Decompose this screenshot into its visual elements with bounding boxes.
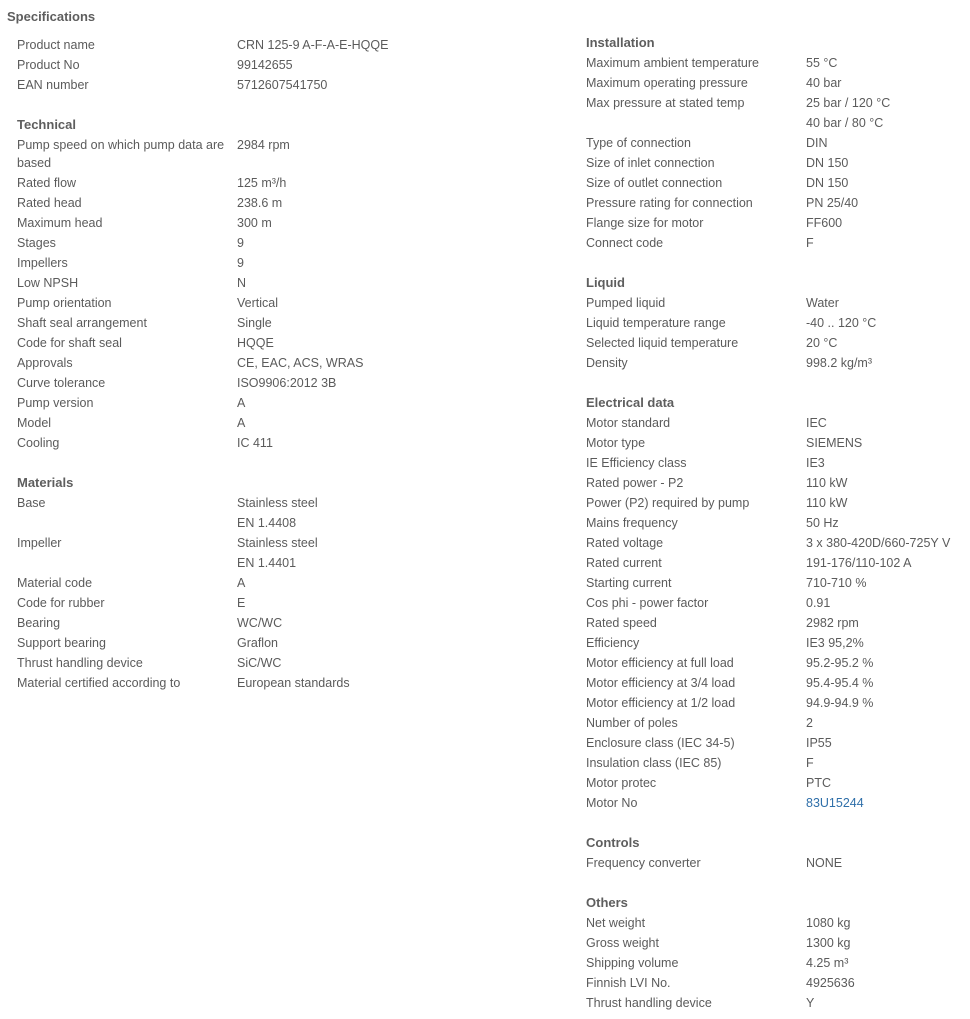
spec-label: Power (P2) required by pump [586, 496, 750, 510]
spec-label: Maximum operating pressure [586, 76, 748, 90]
spec-values [237, 313, 557, 333]
spec-values [806, 353, 970, 373]
spec-value: NONE [806, 856, 843, 870]
spec-label: Frequency converter [586, 856, 701, 870]
spec-value: SiC/WC [237, 656, 282, 670]
spec-value: 2984 rpm [237, 138, 290, 152]
spec-row [586, 173, 970, 193]
spec-row [586, 693, 970, 713]
spec-values [237, 653, 557, 673]
spec-value: IE3 95,2% [806, 636, 864, 650]
spec-values [806, 233, 970, 253]
spec-value: 2982 rpm [806, 616, 859, 630]
spec-label: Shipping volume [586, 956, 679, 970]
spec-values [806, 733, 970, 753]
spec-values [237, 413, 557, 433]
spec-value: Y [806, 996, 815, 1010]
spec-label: Impellers [17, 256, 68, 270]
spec-values [806, 793, 970, 813]
spec-value: EN 1.4401 [237, 556, 297, 570]
spec-values [237, 135, 557, 173]
spec-value: 94.9-94.9 % [806, 696, 874, 710]
spec-label: Impeller [17, 536, 62, 550]
spec-values [237, 193, 557, 213]
spec-values [237, 173, 557, 193]
spec-label: Size of outlet connection [586, 176, 723, 190]
spec-value: IC 411 [237, 436, 273, 450]
spec-row [17, 233, 557, 253]
spec-label: Type of connection [586, 136, 691, 150]
spec-label: Approvals [17, 356, 73, 370]
spec-values [806, 413, 970, 433]
spec-values [806, 593, 970, 613]
section-technical [17, 115, 557, 453]
spec-values [237, 353, 557, 373]
spec-label: Product No [17, 58, 80, 72]
spec-row [586, 753, 970, 773]
spec-values [806, 973, 970, 993]
spec-label: Material certified according to [17, 676, 181, 690]
spec-label: Pumped liquid [586, 296, 666, 310]
spec-value: European standards [237, 676, 350, 690]
spec-value: 50 Hz [806, 516, 839, 530]
spec-row [586, 913, 970, 933]
spec-values [806, 993, 970, 1013]
spec-value: 4.25 m³ [806, 956, 849, 970]
spec-row [17, 55, 557, 75]
spec-label: Base [17, 496, 46, 510]
spec-values [806, 493, 970, 513]
spec-value: 710-710 % [806, 576, 867, 590]
spec-label: Thrust handling device [586, 996, 712, 1010]
spec-label: Low NPSH [17, 276, 79, 290]
spec-label: Gross weight [586, 936, 659, 950]
spec-label: Code for rubber [17, 596, 105, 610]
spec-label: Curve tolerance [17, 376, 106, 390]
spec-label: Material code [17, 576, 93, 590]
spec-label: Insulation class (IEC 85) [586, 756, 722, 770]
spec-value: 2 [806, 716, 813, 730]
spec-values [806, 333, 970, 353]
spec-value: 99142655 [237, 58, 293, 72]
spec-value: DIN [806, 136, 828, 150]
spec-value: 3 x 380-420D/660-725Y V [806, 536, 951, 550]
spec-row [586, 493, 970, 513]
section-installation [586, 33, 970, 253]
spec-value: 95.2-95.2 % [806, 656, 874, 670]
spec-label: Thrust handling device [17, 656, 143, 670]
spec-value: IE3 [806, 456, 825, 470]
spec-values [806, 193, 970, 213]
spec-row [586, 613, 970, 633]
spec-label: Max pressure at stated temp [586, 96, 745, 110]
spec-row [17, 533, 557, 573]
spec-row [586, 213, 970, 233]
spec-row [17, 313, 557, 333]
spec-values [806, 613, 970, 633]
spec-row [17, 293, 557, 313]
spec-value: Graflon [237, 636, 278, 650]
spec-values [237, 593, 557, 613]
spec-label: Mains frequency [586, 516, 678, 530]
spec-row [586, 133, 970, 153]
spec-value: 95.4-95.4 % [806, 676, 874, 690]
spec-row [586, 773, 970, 793]
spec-label: Rated power - P2 [586, 476, 684, 490]
spec-value: CE, EAC, ACS, WRAS [237, 356, 364, 370]
spec-value: F [806, 756, 814, 770]
spec-values [806, 913, 970, 933]
spec-values [237, 233, 557, 253]
spec-row [586, 53, 970, 73]
spec-value: 998.2 kg/m³ [806, 356, 873, 370]
spec-values [806, 453, 970, 473]
spec-label: Pressure rating for connection [586, 196, 753, 210]
spec-row [17, 653, 557, 673]
spec-value: 191-176/110-102 A [806, 556, 912, 570]
spec-label: Support bearing [17, 636, 106, 650]
spec-values [806, 773, 970, 793]
spec-row [17, 393, 557, 413]
spec-row [586, 653, 970, 673]
spec-row [586, 793, 970, 813]
spec-label: Motor efficiency at 1/2 load [586, 696, 736, 710]
spec-row [17, 353, 557, 373]
spec-values [806, 93, 970, 133]
spec-label: Motor No [586, 796, 638, 810]
spec-values [237, 293, 557, 313]
section-title: Liquid [586, 275, 625, 290]
spec-row [586, 553, 970, 573]
spec-row [586, 293, 970, 313]
spec-value: 9 [237, 256, 244, 270]
spec-label: Rated current [586, 556, 662, 570]
spec-values [806, 53, 970, 73]
spec-values [806, 933, 970, 953]
spec-label: Motor efficiency at full load [586, 656, 734, 670]
section-electrical-data [586, 393, 970, 813]
spec-label: Motor standard [586, 416, 671, 430]
spec-values [806, 693, 970, 713]
spec-row [586, 313, 970, 333]
spec-values [806, 953, 970, 973]
spec-value: 110 kW [806, 496, 848, 510]
spec-row [586, 193, 970, 213]
spec-values [237, 75, 557, 95]
spec-value: 40 bar / 80 °C [806, 116, 884, 130]
spec-values [806, 133, 970, 153]
spec-values [806, 673, 970, 693]
spec-value: 40 bar [806, 76, 842, 90]
spec-values [806, 473, 970, 493]
spec-value-link[interactable]: 83U15244 [806, 796, 864, 810]
spec-values [806, 213, 970, 233]
spec-row [586, 353, 970, 373]
spec-label: Motor efficiency at 3/4 load [586, 676, 736, 690]
spec-row [586, 233, 970, 253]
spec-row [586, 633, 970, 653]
spec-values [237, 333, 557, 353]
spec-row [17, 253, 557, 273]
spec-row [586, 713, 970, 733]
spec-label: Pump orientation [17, 296, 112, 310]
spec-value: 300 m [237, 216, 272, 230]
section-title: Electrical data [586, 395, 675, 410]
spec-values [237, 633, 557, 653]
spec-row [17, 373, 557, 393]
spec-value: Water [806, 296, 839, 310]
spec-label: Product name [17, 38, 95, 52]
spec-row [586, 933, 970, 953]
spec-value: FF600 [806, 216, 843, 230]
spec-value: 0.91 [806, 596, 831, 610]
spec-value: PTC [806, 776, 831, 790]
spec-label: Maximum head [17, 216, 103, 230]
spec-values [806, 853, 970, 873]
spec-row [17, 673, 557, 693]
section-title: Others [586, 895, 628, 910]
spec-row [586, 413, 970, 433]
spec-row [586, 433, 970, 453]
spec-value: DN 150 [806, 156, 849, 170]
spec-label: Motor type [586, 436, 646, 450]
spec-values [806, 553, 970, 573]
spec-value: A [237, 576, 246, 590]
spec-row [17, 135, 557, 173]
spec-label: Selected liquid temperature [586, 336, 739, 350]
spec-value: EN 1.4408 [237, 516, 297, 530]
spec-value: 1080 kg [806, 916, 851, 930]
spec-label: Rated voltage [586, 536, 664, 550]
spec-value: A [237, 396, 246, 410]
spec-row [17, 633, 557, 653]
spec-values [237, 213, 557, 233]
spec-value: IP55 [806, 736, 832, 750]
spec-value: ISO9906:2012 3B [237, 376, 337, 390]
spec-label: Enclosure class (IEC 34-5) [586, 736, 735, 750]
spec-label: Connect code [586, 236, 664, 250]
spec-row [586, 153, 970, 173]
spec-row [586, 593, 970, 613]
spec-values [806, 533, 970, 553]
spec-label: Rated head [17, 196, 82, 210]
spec-values [237, 673, 557, 693]
spec-values [237, 373, 557, 393]
page-title: Specifications [7, 9, 96, 24]
spec-value: DN 150 [806, 176, 849, 190]
spec-row [17, 613, 557, 633]
spec-label: Rated flow [17, 176, 77, 190]
spec-value: 125 m³/h [237, 176, 287, 190]
spec-label: Cooling [17, 436, 60, 450]
spec-values [806, 73, 970, 93]
spec-value: 110 kW [806, 476, 848, 490]
spec-label: Code for shaft seal [17, 336, 122, 350]
spec-value: Stainless steel [237, 496, 318, 510]
spec-values [237, 573, 557, 593]
spec-row [17, 75, 557, 95]
spec-row [586, 533, 970, 553]
spec-values [237, 55, 557, 75]
spec-row [17, 433, 557, 453]
section-others [586, 893, 970, 1013]
spec-values [237, 613, 557, 633]
spec-row [586, 453, 970, 473]
spec-row [17, 213, 557, 233]
spec-label: Pump speed on which pump data are based [17, 138, 225, 170]
spec-label: Finnish LVI No. [586, 976, 671, 990]
spec-row [17, 35, 557, 55]
spec-label: Liquid temperature range [586, 316, 726, 330]
spec-values [806, 753, 970, 773]
spec-value: Vertical [237, 296, 278, 310]
spec-value: IEC [806, 416, 827, 430]
spec-value: 9 [237, 236, 244, 250]
spec-value: N [237, 276, 247, 290]
spec-row [17, 413, 557, 433]
spec-values [806, 433, 970, 453]
spec-value: 5712607541750 [237, 78, 328, 92]
spec-values [806, 313, 970, 333]
spec-row [586, 473, 970, 493]
spec-value: 4925636 [806, 976, 855, 990]
spec-row [17, 193, 557, 213]
section-liquid [586, 273, 970, 373]
section-materials [17, 473, 557, 693]
spec-label: Cos phi - power factor [586, 596, 709, 610]
spec-row [17, 573, 557, 593]
spec-values [806, 573, 970, 593]
spec-row [17, 333, 557, 353]
spec-values [806, 713, 970, 733]
spec-row [586, 333, 970, 353]
spec-value: 55 °C [806, 56, 838, 70]
spec-label: Flange size for motor [586, 216, 704, 230]
spec-value: 25 bar / 120 °C [806, 96, 891, 110]
spec-row [586, 733, 970, 753]
spec-values [806, 293, 970, 313]
spec-values [806, 633, 970, 653]
spec-label: Net weight [586, 916, 646, 930]
spec-value: E [237, 596, 246, 610]
spec-row [586, 993, 970, 1013]
spec-value: -40 .. 120 °C [806, 316, 877, 330]
spec-values [237, 35, 557, 55]
spec-row [586, 953, 970, 973]
spec-values [237, 393, 557, 413]
spec-label: EAN number [17, 78, 89, 92]
spec-row [586, 573, 970, 593]
spec-label: Efficiency [586, 636, 640, 650]
section-title: Controls [586, 835, 640, 850]
spec-label: Rated speed [586, 616, 657, 630]
spec-value: 1300 kg [806, 936, 851, 950]
spec-row [586, 973, 970, 993]
section-title: Installation [586, 35, 655, 50]
spec-row [17, 593, 557, 613]
spec-values [237, 273, 557, 293]
section-title: Materials [17, 475, 74, 490]
spec-label: Size of inlet connection [586, 156, 715, 170]
spec-row [586, 853, 970, 873]
section-controls [586, 833, 970, 873]
spec-label: Motor protec [586, 776, 657, 790]
spec-value: HQQE [237, 336, 274, 350]
spec-values [806, 513, 970, 533]
spec-values [237, 253, 557, 273]
spec-label: IE Efficiency class [586, 456, 687, 470]
spec-values [806, 173, 970, 193]
section-product [17, 35, 557, 95]
spec-value: 238.6 m [237, 196, 283, 210]
spec-label: Stages [17, 236, 56, 250]
spec-value: Single [237, 316, 272, 330]
spec-values [237, 433, 557, 453]
spec-label: Maximum ambient temperature [586, 56, 759, 70]
spec-values [237, 533, 557, 573]
spec-values [806, 153, 970, 173]
spec-row [17, 493, 557, 533]
spec-value: A [237, 416, 246, 430]
spec-value: PN 25/40 [806, 196, 859, 210]
spec-values [237, 493, 557, 533]
spec-value: F [806, 236, 814, 250]
spec-label: Starting current [586, 576, 672, 590]
spec-row [17, 273, 557, 293]
spec-row [586, 673, 970, 693]
spec-values [806, 653, 970, 673]
spec-label: Number of poles [586, 716, 678, 730]
spec-row [586, 513, 970, 533]
spec-value: Stainless steel [237, 536, 318, 550]
spec-label: Model [17, 416, 52, 430]
spec-value: WC/WC [237, 616, 283, 630]
spec-row [17, 173, 557, 193]
spec-label: Shaft seal arrangement [17, 316, 147, 330]
spec-value: SIEMENS [806, 436, 863, 450]
spec-label: Density [586, 356, 628, 370]
spec-row [586, 93, 970, 133]
spec-value: CRN 125-9 A-F-A-E-HQQE [237, 38, 389, 52]
section-title: Technical [17, 117, 77, 132]
spec-row [586, 73, 970, 93]
spec-label: Pump version [17, 396, 94, 410]
spec-value: 20 °C [806, 336, 838, 350]
spec-label: Bearing [17, 616, 61, 630]
